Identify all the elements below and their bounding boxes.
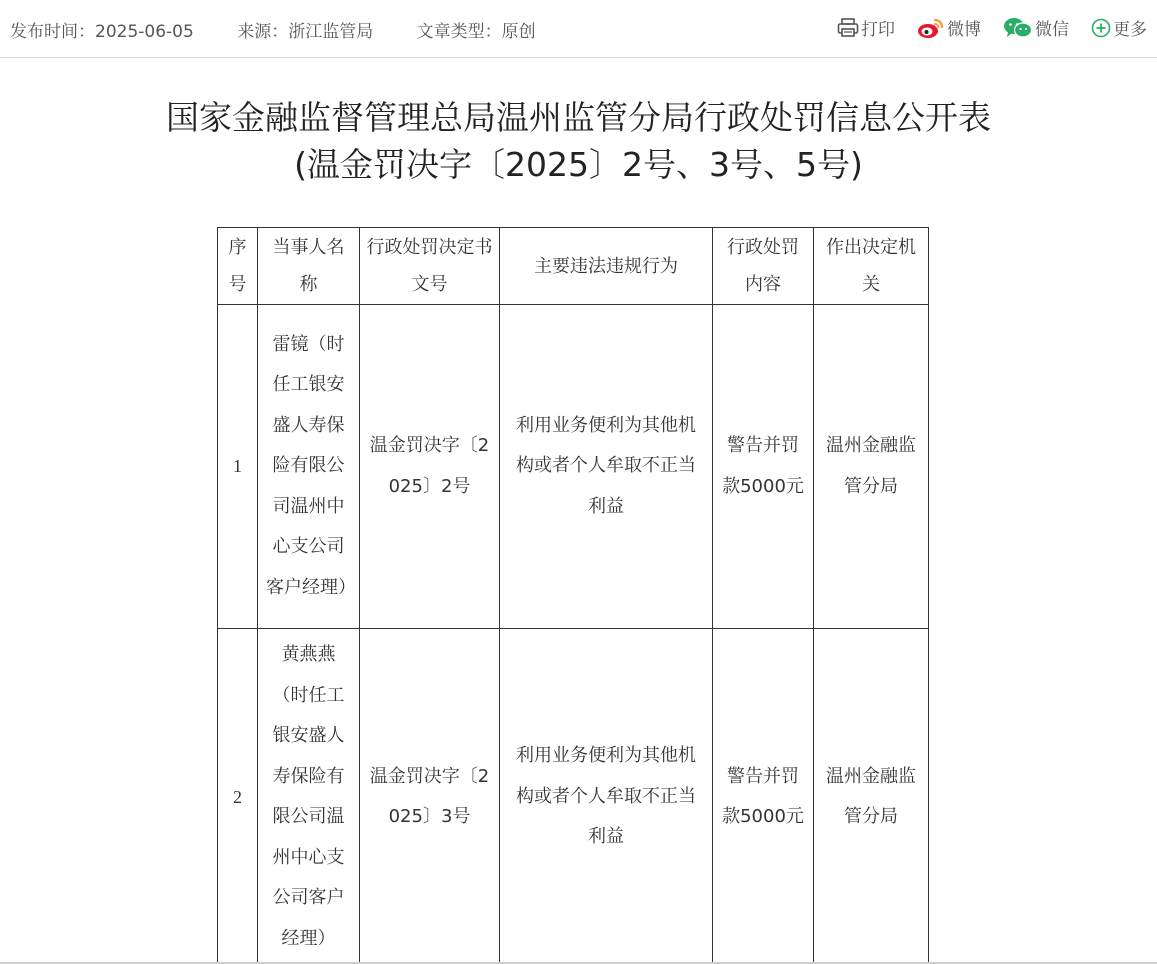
cell-authority: 温州金融监管分局 bbox=[814, 305, 929, 629]
header-cell-doc-no: 行政处罚决定书文号 bbox=[360, 228, 500, 305]
page-title bbox=[0, 94, 1157, 188]
cell-no: 2 bbox=[218, 629, 258, 964]
header-cell-party: 当事人名称 bbox=[258, 228, 360, 305]
page-title-line2: (温金罚决字〔2025〕2号、3号、5号) bbox=[294, 145, 863, 184]
header-cell-authority: 作出决定机关 bbox=[814, 228, 929, 305]
cell-authority: 温州金融监管分局 bbox=[814, 629, 929, 964]
article-type bbox=[417, 17, 536, 42]
page-title-line1: 国家金融监督管理总局温州监管分局行政处罚信息公开表 bbox=[166, 98, 991, 137]
publish-time-value: 2025-06-05 bbox=[95, 22, 194, 42]
source-value: 浙江监管局 bbox=[288, 22, 374, 42]
article-type-value: 原创 bbox=[501, 22, 536, 42]
source-label: 来源： bbox=[237, 22, 289, 42]
share-toolbar bbox=[837, 15, 1147, 40]
publish-time-label: 发布时间： bbox=[10, 22, 95, 42]
weibo-label: 微博 bbox=[947, 20, 981, 40]
weibo-share-button[interactable] bbox=[917, 15, 981, 40]
print-label: 打印 bbox=[861, 20, 895, 40]
cell-party: 雷镜（时任工银安盛人寿保险有限公司温州中心支公司客户经理） bbox=[258, 305, 360, 629]
article-meta-bar bbox=[0, 0, 1157, 58]
cell-no: 1 bbox=[218, 305, 258, 629]
cell-violation: 利用业务便利为其他机构或者个人牟取不正当利益 bbox=[500, 305, 713, 629]
cell-violation: 利用业务便利为其他机构或者个人牟取不正当利益 bbox=[500, 629, 713, 964]
wechat-label: 微信 bbox=[1035, 20, 1069, 40]
article-meta bbox=[10, 17, 574, 42]
table-row bbox=[218, 629, 929, 964]
cell-doc-no: 温金罚决字〔2025〕3号 bbox=[360, 629, 500, 964]
more-share-button[interactable] bbox=[1091, 15, 1147, 40]
table-row bbox=[218, 305, 929, 629]
print-button[interactable] bbox=[837, 15, 895, 40]
publish-time bbox=[10, 17, 194, 42]
printer-icon bbox=[837, 18, 861, 38]
cell-party: 黄燕燕（时任工银安盛人寿保险有限公司温州中心支公司客户经理） bbox=[258, 629, 360, 964]
weibo-icon bbox=[917, 17, 947, 39]
wechat-icon bbox=[1003, 17, 1035, 39]
penalty-info-table bbox=[217, 227, 929, 964]
header-cell-violation: 主要违法违规行为 bbox=[500, 228, 713, 305]
header-cell-no: 序号 bbox=[218, 228, 258, 305]
source bbox=[237, 17, 373, 42]
wechat-share-button[interactable] bbox=[1003, 15, 1069, 40]
table-header-row bbox=[218, 228, 929, 305]
plus-circle-icon bbox=[1091, 18, 1113, 38]
header-cell-penalty: 行政处罚内容 bbox=[713, 228, 814, 305]
article-type-label: 文章类型： bbox=[416, 22, 502, 42]
more-label: 更多 bbox=[1113, 20, 1147, 40]
cell-doc-no: 温金罚决字〔2025〕2号 bbox=[360, 305, 500, 629]
cell-penalty: 警告并罚款5000元 bbox=[713, 305, 814, 629]
cell-penalty: 警告并罚款5000元 bbox=[713, 629, 814, 964]
